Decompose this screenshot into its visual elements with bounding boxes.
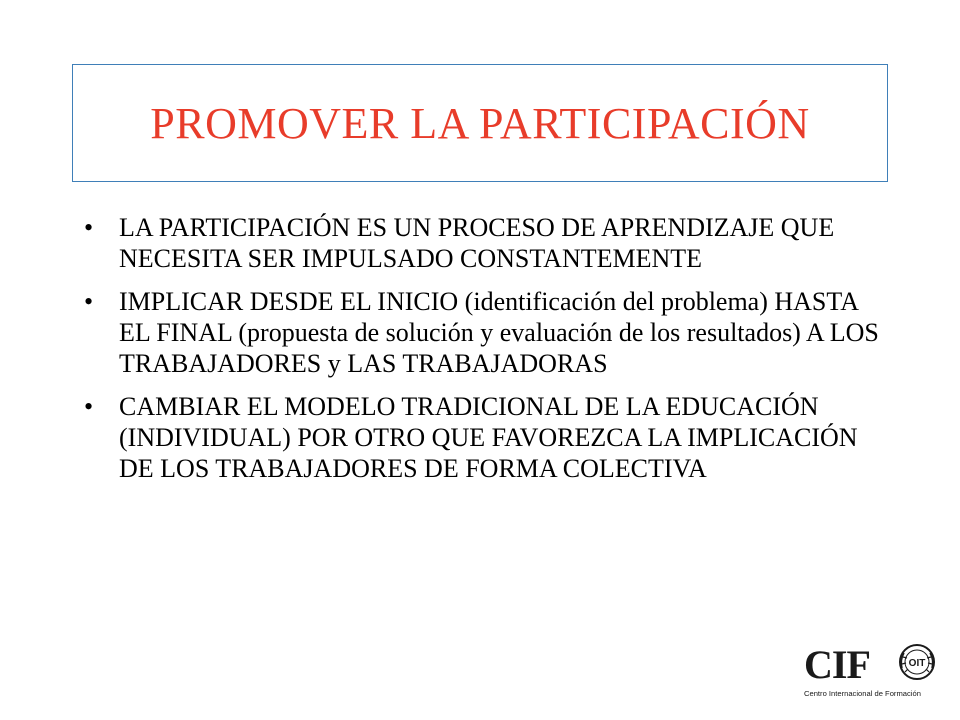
bullet-list [78,212,890,496]
slide-title: PROMOVER LA PARTICIPACIÓN [150,98,810,148]
bullet-item [78,286,890,379]
bullet-marker: • [84,213,94,242]
emblem-text: OIT [908,658,926,669]
bullet-marker: • [84,287,94,316]
cif-logo [802,640,952,702]
bullet-item [78,391,890,484]
oit-emblem-icon [900,645,934,679]
title-box [72,64,888,182]
bullet-marker: • [84,392,94,421]
logo-caption: Centro Internacional de Formación [804,689,921,698]
logo-wordmark: CIF [804,642,870,687]
bullet-text: CAMBIAR EL MODELO TRADICIONAL DE LA EDUCACIÓN (INDIVIDUAL) POR OTRO QUE FAVOREZCA LA IMPLICACIÓN DE LOS TRABAJADORES DE FORMA COLECTIVA [119,392,858,483]
bullet-item [78,212,890,274]
bullet-text: IMPLICAR DESDE EL INICIO (identificación del problema) HASTA EL FINAL (propuesta de solución y evaluación de los resultados) A LOS TRABAJADORES y LAS TRABAJADORAS [119,287,879,378]
bullet-text: LA PARTICIPACIÓN ES UN PROCESO DE APRENDIZAJE QUE NECESITA SER IMPULSADO CONSTANTEMENTE [119,213,835,273]
